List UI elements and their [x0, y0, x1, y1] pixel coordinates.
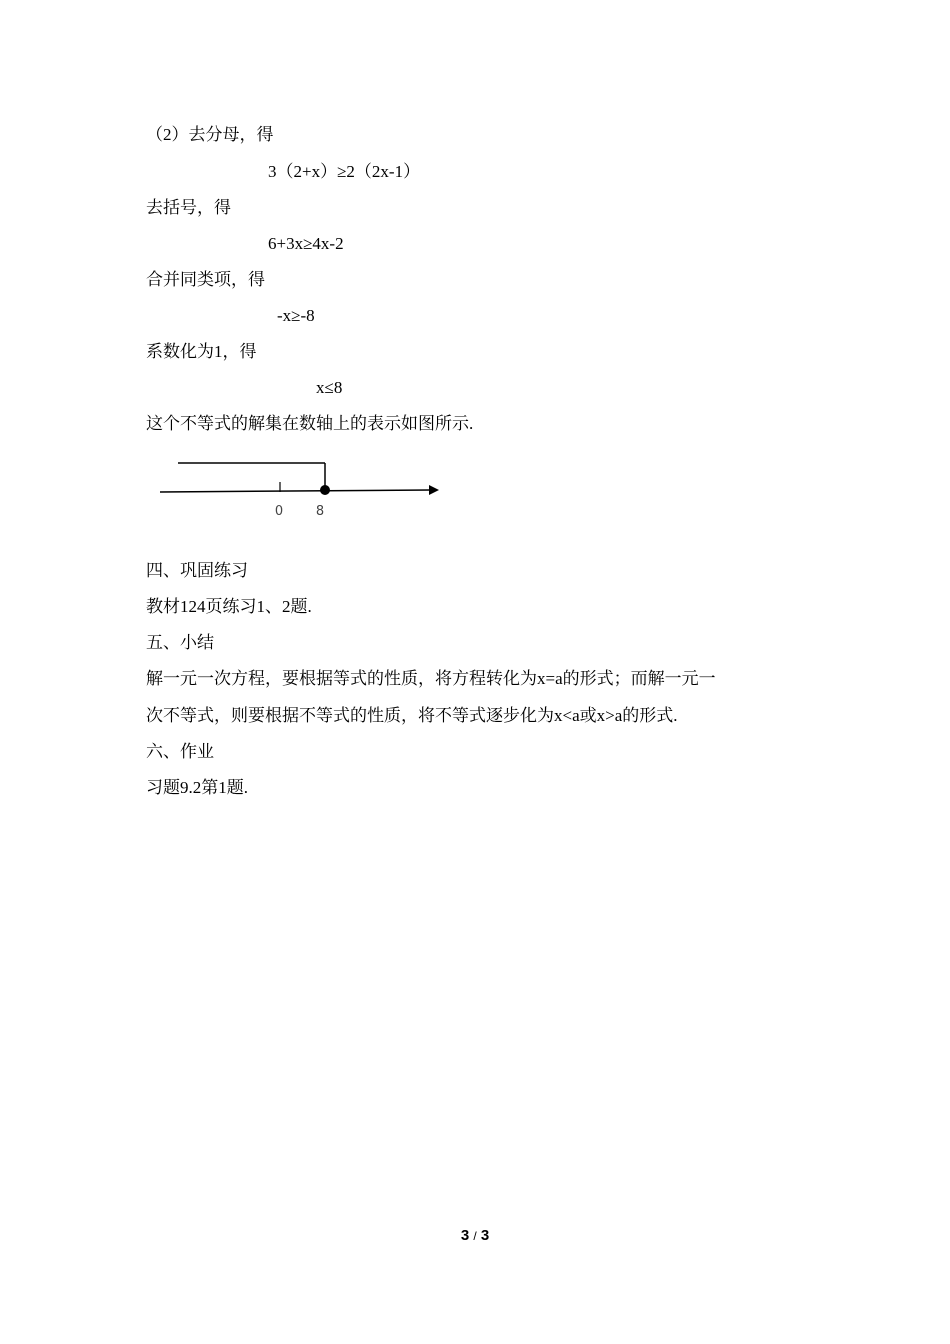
section-5-title: 五、小结	[146, 633, 214, 652]
solid-point-icon	[320, 485, 330, 495]
section-6-body: 习题9.2第1题.	[146, 778, 248, 797]
equation-4: x≤8	[316, 378, 343, 397]
section-5-body-line-2: 次不等式，则要根据不等式的性质，将不等式逐步化为x<a或x>a的形式.	[146, 706, 678, 725]
section-6-title: 六、作业	[146, 742, 214, 761]
arrow-right-icon	[429, 485, 439, 495]
step-combine-terms-text: 合并同类项，得	[146, 270, 265, 289]
conclusion-text: 这个不等式的解集在数轴上的表示如图所示.	[146, 414, 474, 433]
equation-2: 6+3x≥4x-2	[268, 234, 344, 253]
total-pages: 3	[480, 1227, 490, 1244]
number-line-figure	[150, 455, 450, 525]
page-number	[0, 1226, 950, 1246]
current-page: 3	[460, 1227, 470, 1244]
tick-label-zero: 0	[274, 504, 284, 519]
number-line-axis	[160, 490, 430, 492]
equation-3: -x≥-8	[277, 306, 315, 325]
step-intro-text: （2）去分母，得	[146, 125, 274, 144]
page-separator: /	[473, 1229, 477, 1243]
section-4-body: 教材124页练习1、2题.	[146, 597, 312, 616]
section-5-body-line-1: 解一元一次方程，要根据等式的性质，将方程转化为x=a的形式；而解一元一	[146, 669, 716, 688]
step-coefficient-text: 系数化为1，得	[146, 342, 257, 361]
tick-label-eight: 8	[315, 504, 325, 519]
step-remove-brackets-text: 去括号，得	[146, 198, 231, 217]
section-4-title: 四、巩固练习	[146, 561, 248, 580]
equation-1: 3（2+x）≥2（2x-1）	[268, 162, 421, 181]
